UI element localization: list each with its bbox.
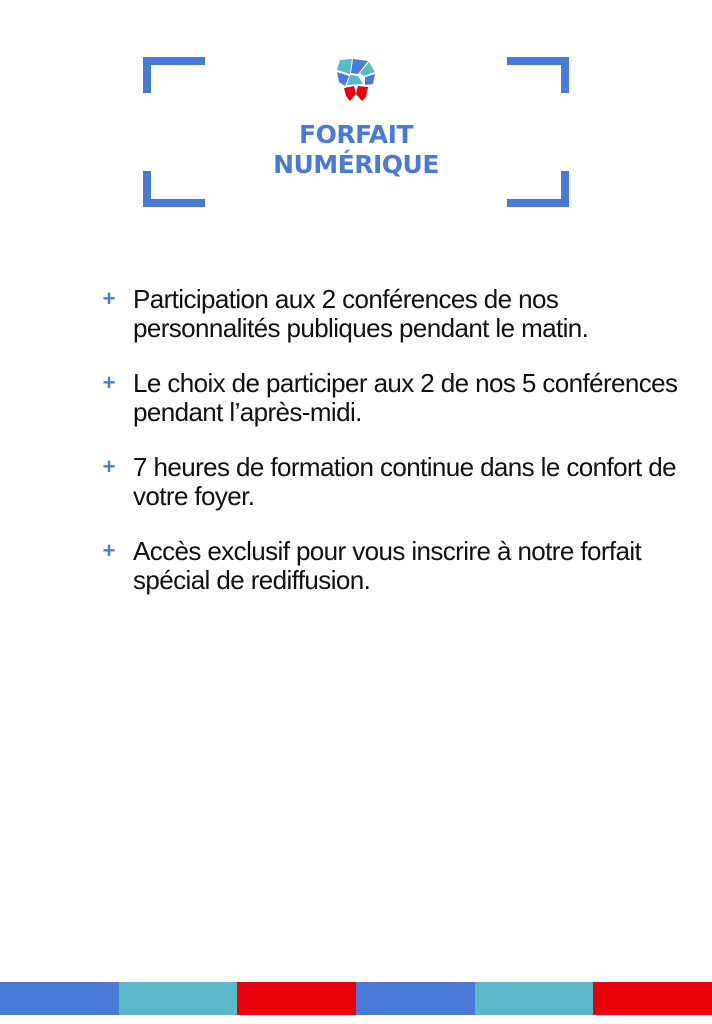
stripe-segment	[0, 982, 119, 1015]
plus-icon: +	[102, 370, 116, 395]
plus-icon: +	[102, 286, 116, 311]
stripe-segment	[593, 982, 712, 1015]
feature-text: Participation aux 2 conférences de nos personnalités publiques pendant le matin.	[133, 284, 589, 343]
stripe-segment	[119, 982, 238, 1015]
frame-corner-top-right	[507, 57, 569, 93]
feature-item	[100, 537, 700, 595]
package-title-line2: NUMÉRIQUE	[273, 150, 439, 179]
stripe-segment	[237, 982, 356, 1015]
plus-icon: +	[102, 454, 116, 479]
feature-list	[100, 285, 700, 621]
feature-text: Le choix de participer aux 2 de nos 5 conférences pendant l’après-midi.	[133, 368, 678, 427]
feature-text: 7 heures de formation continue dans le confort de votre foyer.	[133, 452, 676, 511]
plus-icon: +	[102, 538, 116, 563]
feature-item	[100, 285, 700, 343]
tooth-logo-icon	[334, 56, 378, 106]
footer-color-stripe	[0, 982, 712, 1015]
feature-text: Accès exclusif pour vous inscrire à notre forfait spécial de rediffusion.	[133, 536, 642, 595]
stripe-segment	[475, 982, 594, 1015]
stripe-segment	[356, 982, 475, 1015]
frame-corner-top-left	[143, 57, 205, 93]
feature-item	[100, 369, 700, 427]
feature-item	[100, 453, 700, 511]
package-title-line1: FORFAIT	[299, 120, 413, 149]
